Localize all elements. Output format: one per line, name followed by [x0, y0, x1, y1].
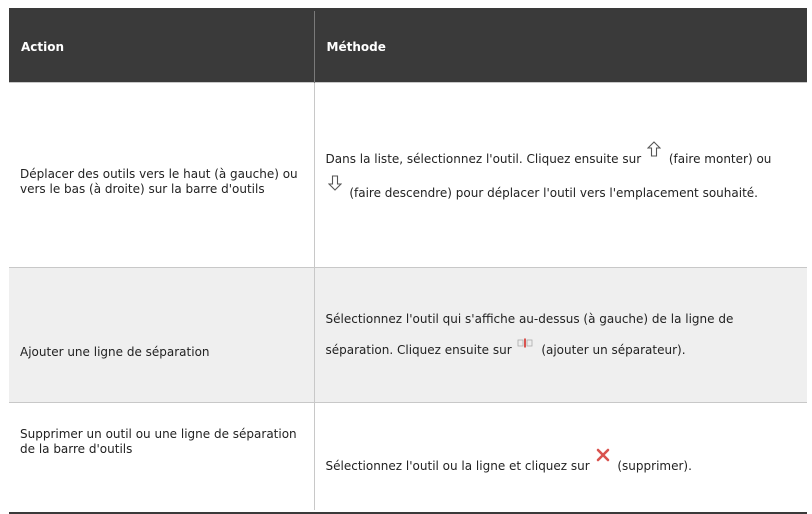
action-method-table: [9, 11, 807, 510]
separator-icon: [517, 338, 533, 348]
method-text: (faire monter) ou: [668, 152, 772, 166]
method-text: Sélectionnez l'outil ou la ligne et cliquez sur: [325, 458, 590, 473]
method-cell: [314, 83, 807, 268]
table-row: [9, 403, 807, 511]
method-text: (supprimer).: [617, 458, 692, 473]
method-text: (faire descendre) pour déplacer l'outil vers l'emplacement souhaité.: [349, 186, 758, 200]
action-cell: Supprimer un outil ou une ligne de séparation de la barre d'outils: [9, 403, 314, 511]
method-cell: [314, 268, 807, 403]
table-header-row: [9, 11, 807, 83]
help-table-frame: [9, 8, 807, 514]
action-cell: Ajouter une ligne de séparation: [9, 268, 314, 403]
delete-x-icon: [596, 448, 610, 462]
header-action: Action: [9, 11, 314, 83]
table-row: [9, 268, 807, 403]
arrow-up-icon: [647, 141, 661, 157]
arrow-down-icon: [328, 175, 342, 191]
table-row: [9, 83, 807, 268]
header-method: Méthode: [314, 11, 807, 83]
method-cell: [314, 403, 807, 511]
action-cell: Déplacer des outils vers le haut (à gauche) ou vers le bas (à droite) sur la barre d'outils: [9, 83, 314, 268]
method-text: Dans la liste, sélectionnez l'outil. Cliquez ensuite sur: [325, 152, 642, 166]
method-text: Sélectionnez l'outil qui s'affiche au-dessus (à gauche) de la ligne de séparation. Cliquez ensuite sur: [325, 312, 734, 357]
method-text: (ajouter un séparateur).: [541, 343, 686, 357]
